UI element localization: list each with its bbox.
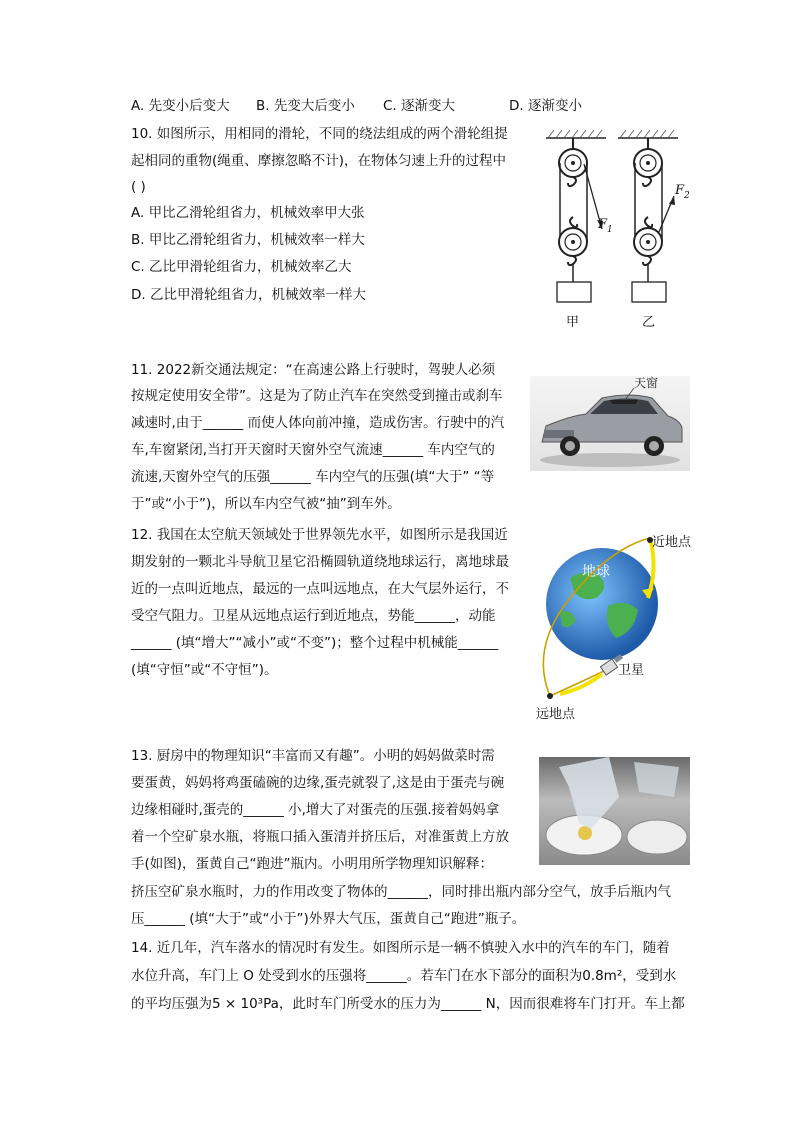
q12-line: (填“守恒”或“不守恒”)。 [131, 662, 278, 678]
q10-option-a: A. 甲比乙滑轮组省力，机械效率甲大张 [131, 205, 365, 221]
q11-line: 流速,天窗外空气的压强______ 车内空气的压强(填“大于” “等 [131, 469, 495, 485]
satellite-orbit-figure [530, 528, 710, 723]
q13-line: 边缘相碰时,蛋壳的______ 小,增大了对蛋壳的压强.接着妈妈拿 [131, 802, 500, 818]
q11-line: 11. 2022新交通法规定：“在高速公路上行驶时，驾驶人必须 [131, 362, 496, 378]
satellite-label: 卫星 [618, 663, 645, 678]
weight-right [632, 282, 666, 302]
egg-bottle-photo [539, 757, 690, 865]
q14-line: 14. 近几年，汽车落水的情况时有发生。如图所示是一辆不慎驶入水中的汽车的车门，随着 [131, 940, 670, 956]
q9-option-a: A. 先变小后变大 [131, 98, 230, 114]
q11-line: 减速时,由于______ 而使人体向前冲撞，造成伤害。行驶中的汽 [131, 415, 505, 431]
weight-left [557, 282, 591, 302]
q12-line: ______ (填“增大”“减小”或“不变”)；整个过程中机械能______ [131, 635, 499, 651]
q13-line: 手(如图)，蛋黄自己“跑进”瓶内。小明用所学物理知识解释： [131, 856, 494, 872]
perigee-label: 近地点 [652, 535, 692, 550]
q10-option-b: B. 甲比乙滑轮组省力，机械效率一样大 [131, 232, 365, 248]
q12-line: 12. 我国在太空航天领域处于世界领先水平，如图所示是我国近 [131, 527, 508, 543]
car-sunroof-photo [530, 376, 690, 471]
q13-line: 13. 厨房中的物理知识“丰富而又有趣”。小明的妈妈做菜时需 [131, 748, 495, 764]
q11-line: 按规定使用安全带”。这是为了防止汽车在突然受到撞击或刹车 [131, 388, 503, 404]
q13-line: 挤压空矿泉水瓶时，力的作用改变了物体的______，同时排出瓶内部分空气，放手后瓶内气 [131, 884, 671, 900]
q12-line: 受空气阻力。卫星从远地点运行到近地点，势能______，动能 [131, 608, 496, 624]
q9-option-b: B. 先变大后变小 [256, 98, 355, 114]
force-f2-label: $F_2$ [675, 183, 690, 201]
q13-line: 压______ (填“大于”或“小于”)外界大气压，蛋黄自己“跑进”瓶子。 [131, 911, 526, 927]
q10-line: ( ) [131, 179, 146, 195]
label-yi: 乙 [642, 315, 656, 330]
earth-label: 地球 [582, 564, 610, 580]
q14-line: 水位升高，车门上 O 处受到水的压强将______。若车门在水下部分的面积为0.8m²，受到水 [131, 968, 677, 984]
q9-option-c: C. 逐渐变大 [383, 98, 456, 114]
apogee-label: 远地点 [536, 707, 576, 722]
apogee-dot [547, 693, 553, 699]
q12-line: 期发射的一颗北斗导航卫星它沿椭圆轨道绕地球运行，离地球最 [131, 554, 509, 570]
force-f1-label: $F_1$ [598, 217, 613, 235]
pulley-figure [540, 124, 710, 334]
q10-line: 起相同的重物(绳重、摩擦忽略不计)，在物体匀速上升的过程中 [131, 153, 507, 169]
q13-line: 要蛋黄，妈妈将鸡蛋磕碗的边缘,蛋壳就裂了,这是由于蛋壳与碗 [131, 775, 505, 791]
sunroof-label: 天窗 [634, 376, 659, 390]
q10-option-d: D. 乙比甲滑轮组省力，机械效率一样大 [131, 287, 366, 303]
q13-line: 着一个空矿泉水瓶，将瓶口插入蛋清并挤压后，对准蛋黄上方放 [131, 829, 509, 845]
q9-option-d: D. 逐渐变小 [509, 98, 582, 114]
q14-line: 的平均压强为5 × 10³Pa，此时车门所受水的压力为______ N，因而很难将车门打开。车上都 [131, 996, 685, 1012]
q10-line: 10. 如图所示，用相同的滑轮，不同的绕法组成的两个滑轮组提 [131, 126, 508, 142]
label-jia: 甲 [566, 315, 580, 330]
q12-line: 近的一点叫近地点，最远的一点叫远地点，在大气层外运行，不 [131, 581, 509, 597]
q11-line: 于”或“小于”)，所以车内空气被“抽”到车外。 [131, 496, 401, 512]
q11-line: 车,车窗紧闭,当打开天窗时天窗外空气流速______ 车内空气的 [131, 442, 495, 458]
q10-option-c: C. 乙比甲滑轮组省力，机械效率乙大 [131, 259, 352, 275]
